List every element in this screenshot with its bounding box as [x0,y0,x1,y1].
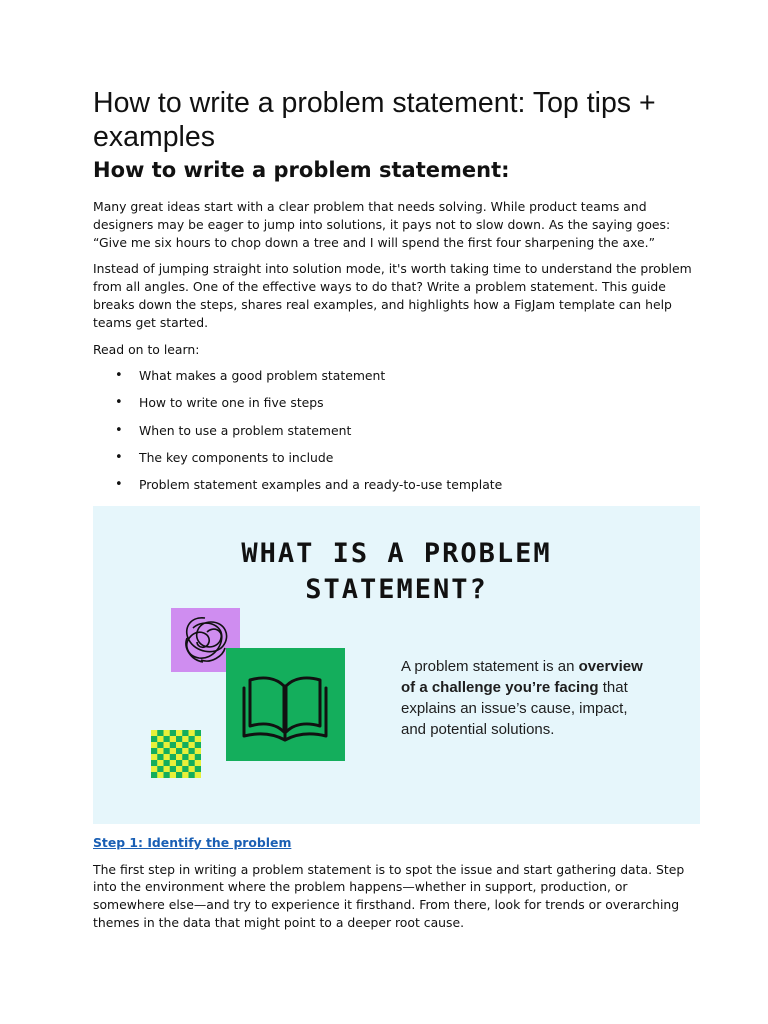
checker-square [157,748,163,754]
open-book-icon [226,648,345,761]
list-item [93,449,703,467]
list-item [93,394,703,412]
checker-square [195,748,201,754]
checker-square [164,730,170,736]
list-item [93,476,703,494]
checker-square [182,754,188,760]
checker-square [170,742,176,748]
figure-heading [93,536,700,608]
checker-square [195,742,201,748]
checker-square [176,730,182,736]
checker-square [170,772,176,778]
section-heading: How to write a problem statement: [93,158,510,182]
checker-square [151,736,157,742]
checker-square [195,754,201,760]
checker-square [151,742,157,748]
checker-square [170,754,176,760]
checker-square [189,766,195,772]
checker-square [157,754,163,760]
checker-square [151,766,157,772]
checker-square [164,748,170,754]
figure-heading-line-1: WHAT IS A PROBLEM [241,537,552,569]
checker-square [164,736,170,742]
list-item [93,367,703,385]
checker-square [164,760,170,766]
bullet-icon: • [115,449,123,465]
checker-square [164,766,170,772]
checker-square [151,772,157,778]
list-item-text: Problem statement examples and a ready-to-use template [139,476,503,492]
checker-square [164,742,170,748]
checker-square [170,748,176,754]
list-item-text: The key components to include [139,449,334,465]
bullet-icon: • [115,476,123,492]
checker-square [176,772,182,778]
checker-square [195,766,201,772]
step-1-link[interactable]: Step 1: Identify the problem [93,834,292,850]
checker-square [176,754,182,760]
green-book-tile [226,648,345,761]
intro-paragraph-2: Instead of jumping straight into solution mode, it's worth taking time to understand the problem from all angles. One of the effective ways to do that? Write a problem statement. This guide breaks down the steps, shares real examples, and highlights how a FigJam template can help teams get started. [93,261,692,330]
list-item-text: How to write one in five steps [139,395,324,411]
list-item-text: When to use a problem statement [139,422,352,438]
checker-square [157,742,163,748]
checker-square [195,736,201,742]
checker-square [189,754,195,760]
checker-square [157,730,163,736]
document-page [93,86,703,941]
checker-square [151,760,157,766]
bullet-icon: • [115,368,123,384]
learn-list [93,367,703,493]
checker-square [176,748,182,754]
read-on-label: Read on to learn: [93,341,200,357]
checker-square [170,736,176,742]
checker-square [182,748,188,754]
checker-square [151,748,157,754]
checker-square [176,736,182,742]
checker-square [157,736,163,742]
bullet-icon: • [115,395,123,411]
checker-square [182,766,188,772]
checker-square [170,766,176,772]
checker-square [151,754,157,760]
checker-square [189,772,195,778]
problem-statement-illustration [93,506,700,824]
checker-square [182,736,188,742]
checker-square [164,754,170,760]
checker-square [182,730,188,736]
checker-square [157,772,163,778]
checker-square [182,760,188,766]
checker-square [157,766,163,772]
checker-square [195,760,201,766]
checker-square [157,760,163,766]
checker-square [189,760,195,766]
checker-square [195,772,201,778]
checker-square [170,730,176,736]
checker-square [189,748,195,754]
checker-square [182,772,188,778]
intro-paragraph-1: Many great ideas start with a clear problem that needs solving. While product teams and designers may be eager to jump into solutions, it pays not to slow down. As the saying goes: “Give me six hours to chop down a tree and I will spend the first four sharpening the axe.” [93,199,671,250]
list-item-text: What makes a good problem statement [139,368,386,384]
checker-square [176,760,182,766]
bullet-icon: • [115,422,123,438]
checker-square [195,730,201,736]
document-title: How to write a problem statement: Top tips + examples [93,87,656,153]
figure-definition-text [401,656,651,740]
checkerboard-tile [151,730,201,778]
checker-square [189,736,195,742]
figure-text-bold: overview of a challenge you’re facing [401,657,643,696]
checker-square [176,742,182,748]
step-1-paragraph: The first step in writing a problem statement is to spot the issue and start gathering data. Step into the environment where the problem happens—whether in support, production, or somewhere else—and try to experience it firsthand. From there, look for trends or overarching themes in the data that might point to a deeper root cause. [93,861,685,930]
checkerboard-icon [151,730,201,778]
checker-square [189,742,195,748]
checker-square [176,766,182,772]
list-item [93,422,703,440]
checker-square [182,742,188,748]
checker-square [151,730,157,736]
checker-square [164,772,170,778]
checker-square [189,730,195,736]
figure-heading-line-2: STATEMENT? [305,573,488,605]
checker-square [170,760,176,766]
figure-text-part-1: A problem statement is an [401,657,579,675]
figure-text-part-2: that explains an issue’s cause, impact, and potential solutions. [401,678,628,738]
